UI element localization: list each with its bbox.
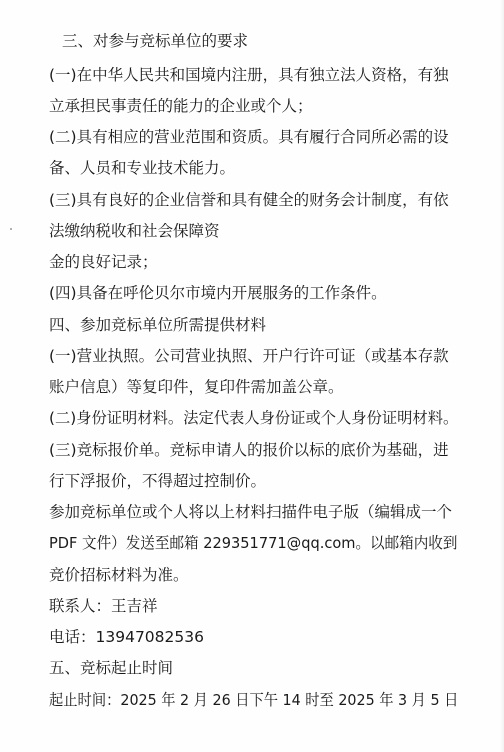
requirement-3-line-2: 法缴纳税收和社会保障资 bbox=[49, 222, 220, 240]
requirement-1-line-1: (一)在中华人民共和国境内注册，具有独立法人资格，有独 bbox=[49, 66, 449, 84]
requirement-3-line-3: 金的良好记录； bbox=[49, 253, 158, 271]
submission-line-3: 竞价招标材料为准。 bbox=[49, 566, 189, 584]
requirement-1-line-2: 立承担民事责任的能力的企业或个人； bbox=[49, 97, 313, 115]
section-heading-requirements: 三、对参与竞标单位的要求 bbox=[62, 32, 249, 50]
scan-edge-shadow bbox=[500, 0, 504, 752]
bidding-period: 起止时间：2025 年 2 月 26 日下午 14 时至 2025 年 3 月 5 日 bbox=[49, 691, 459, 709]
material-1-line-1: (一)营业执照。公司营业执照、开户行许可证（或基本存款 bbox=[49, 347, 449, 365]
material-3-line-2: 行下浮报价，不得超过控制价。 bbox=[49, 472, 267, 490]
submission-line-2: PDF 文件）发送至邮箱 229351771@qq.com。以邮箱内收到 bbox=[49, 534, 458, 552]
requirement-3-line-1: (三)具有良好的企业信誉和具有健全的财务会计制度，有依 bbox=[49, 191, 449, 209]
scan-speck bbox=[10, 228, 12, 230]
requirement-2-line-1: (二)具有相应的营业范围和资质。具有履行合同所必需的设 bbox=[49, 128, 449, 146]
material-3-line-1: (三)竞标报价单。竞标申请人的报价以标的底价为基础，进 bbox=[49, 441, 449, 459]
requirement-2-line-2: 备、人员和专业技术能力。 bbox=[49, 159, 236, 177]
section-heading-materials: 四、参加竞标单位所需提供材料 bbox=[49, 316, 267, 334]
material-1-line-2: 账户信息）等复印件，复印件需加盖公章。 bbox=[49, 378, 344, 396]
section-heading-time: 五、竞标起止时间 bbox=[49, 659, 174, 677]
requirement-4: (四)具备在呼伦贝尔市境内开展服务的工作条件。 bbox=[49, 284, 387, 302]
contact-person: 联系人：王吉祥 bbox=[49, 597, 158, 615]
contact-phone: 电话：13947082536 bbox=[49, 628, 204, 646]
submission-line-1: 参加竞标单位或个人将以上材料扫描件电子版（编辑成一个 bbox=[49, 503, 453, 521]
material-2: (二)身份证明材料。法定代表人身份证或个人身份证明材料。 bbox=[49, 409, 459, 427]
